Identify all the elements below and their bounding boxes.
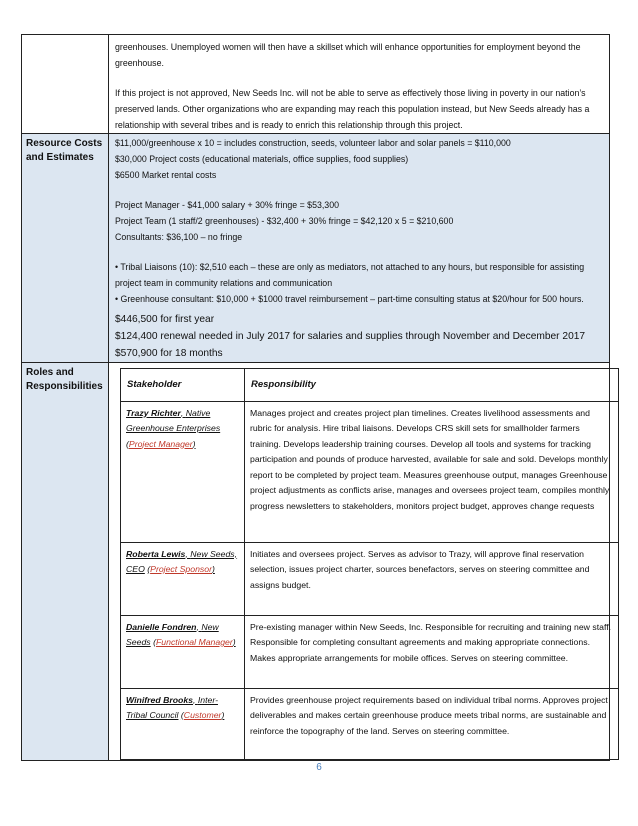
stakeholder-org: New Seeds <box>126 621 219 647</box>
header-responsibility: Responsibility <box>245 369 619 402</box>
roles-label: Roles and Responsibilities <box>26 367 103 392</box>
cost-line: $11,000/greenhouse x 10 = includes construction, seeds, volunteer labor and solar panels = $110,000 <box>115 138 511 148</box>
resource-costs-row <box>22 134 610 363</box>
cost-bullet: • Greenhouse consultant: $10,000 + $1000 travel reimbursement – part-time consulting status at $20/hour for 500 hours. <box>115 294 584 304</box>
header-stakeholder: Stakeholder <box>121 369 245 402</box>
stakeholder-table <box>120 368 619 760</box>
table-row <box>121 615 619 688</box>
stakeholder-name: Trazy Richter <box>126 407 181 418</box>
cost-bullet: • Tribal Liaisons (10): $2,510 each – these are only as mediators, not attached to any hours, but responsible for assisting project team in community relations and communication <box>115 262 585 288</box>
stakeholder-role: Customer <box>183 710 222 720</box>
table-row <box>121 542 619 615</box>
cost-line: $30,000 Project costs (educational materials, office supplies, food supplies) <box>115 154 409 164</box>
roles-label-cell <box>22 363 109 761</box>
intro-content-cell <box>109 35 610 134</box>
stakeholder-org: Native Greenhouse Enterprises <box>126 407 221 433</box>
roles-row <box>22 363 610 761</box>
stakeholder-org: Inter-Tribal Council <box>126 694 218 720</box>
stakeholder-cell: Danielle Fondren, New Seeds (Functional Manager) <box>121 615 245 688</box>
cost-total: $570,900 for 18 months <box>115 348 223 359</box>
cost-line: Consultants: $36,100 – no fringe <box>115 232 243 242</box>
page-number: 6 <box>316 762 322 773</box>
stakeholder-org: New Seeds, CEO <box>126 548 238 574</box>
responsibility-cell: Provides greenhouse project requirements based on individual tribal norms. Approves project deliverables and makes certain greenhouse produce meets tribal norms, are sustainable and reinforce the topography of the land. Serves on steering committee. <box>245 688 619 759</box>
responsibility-cell: Initiates and oversees project. Serves as advisor to Trazy, will approve final reservation selection, issues project charter, sources benefactors, serves on steering committee and assigns budget. <box>245 542 619 615</box>
table-row <box>121 688 619 759</box>
resource-costs-label: Resource Costs and Estimates <box>26 138 103 163</box>
stakeholder-cell: Roberta Lewis, New Seeds, CEO (Project Sponsor) <box>121 542 245 615</box>
cost-line: Project Manager - $41,000 salary + 30% fringe = $53,300 <box>115 200 339 210</box>
resource-costs-content-cell <box>109 134 610 363</box>
stakeholder-cell: Winifred Brooks, Inter-Tribal Council (Customer) <box>121 688 245 759</box>
roles-content-cell <box>109 363 610 761</box>
resource-costs-label-cell <box>22 134 109 363</box>
responsibility-cell: Manages project and creates project plan timelines. Creates livelihood assessments and rubric for analysis. Hire tribal liaisons. Develops CRS skill sets for smallholder farmers training. Develops leadership training courses. Develop all tools and systems for tracking participation and pounds of produce harvested, available for sale and sold. Develops monthly report to be completed by project team. Measures greenhouse output, manages Greenhouse project adjustments as conflicts arise, manages and oversees project team, compiles monthly progress newsletters to stakeholders, monitors project budget, approves change requests <box>245 401 619 542</box>
responsibility-cell: Pre-existing manager within New Seeds, Inc. Responsible for recruiting and training new staff. Responsible for completing consultant agreements and making appropriate connections. Makes appropriate arrangements for mobile offices. Serves on steering committee. <box>245 615 619 688</box>
stakeholder-role: Project Manager <box>128 438 193 449</box>
cost-line: $6500 Market rental costs <box>115 170 217 180</box>
intro-paragraph-2: If this project is not approved, New Seeds Inc. will not be able to serve as effectively those living in poverty in our nation’s preserved lands. Other organizations who are expanding may reach this population instead, but New Seeds already has a relationship with several tribes and is ready to enrich this relationship through this project. <box>115 88 590 130</box>
stakeholder-role: Project Sponsor <box>150 564 212 574</box>
intro-row <box>22 35 610 134</box>
intro-label-cell <box>22 35 109 134</box>
stakeholder-header-row <box>121 369 619 402</box>
project-table <box>21 34 610 761</box>
table-row <box>121 401 619 542</box>
stakeholder-cell: Trazy Richter, Native Greenhouse Enterprises (Project Manager) <box>121 401 245 542</box>
stakeholder-name: Roberta Lewis <box>126 548 186 559</box>
cost-line: Project Team (1 staff/2 greenhouses) - $32,400 + 30% fringe = $42,120 x 5 = $210,600 <box>115 216 454 226</box>
cost-total: $446,500 for first year <box>115 314 215 325</box>
intro-paragraph-1: greenhouses. Unemployed women will then have a skillset which will enhance opportunities for employment beyond the greenhouse. <box>115 42 581 68</box>
stakeholder-name: Winifred Brooks <box>126 694 194 705</box>
stakeholder-name: Danielle Fondren <box>126 621 197 632</box>
cost-total: $124,400 renewal needed in July 2017 for salaries and supplies through November and December 2017 <box>115 331 586 342</box>
stakeholder-role: Functional Manager <box>155 637 233 647</box>
